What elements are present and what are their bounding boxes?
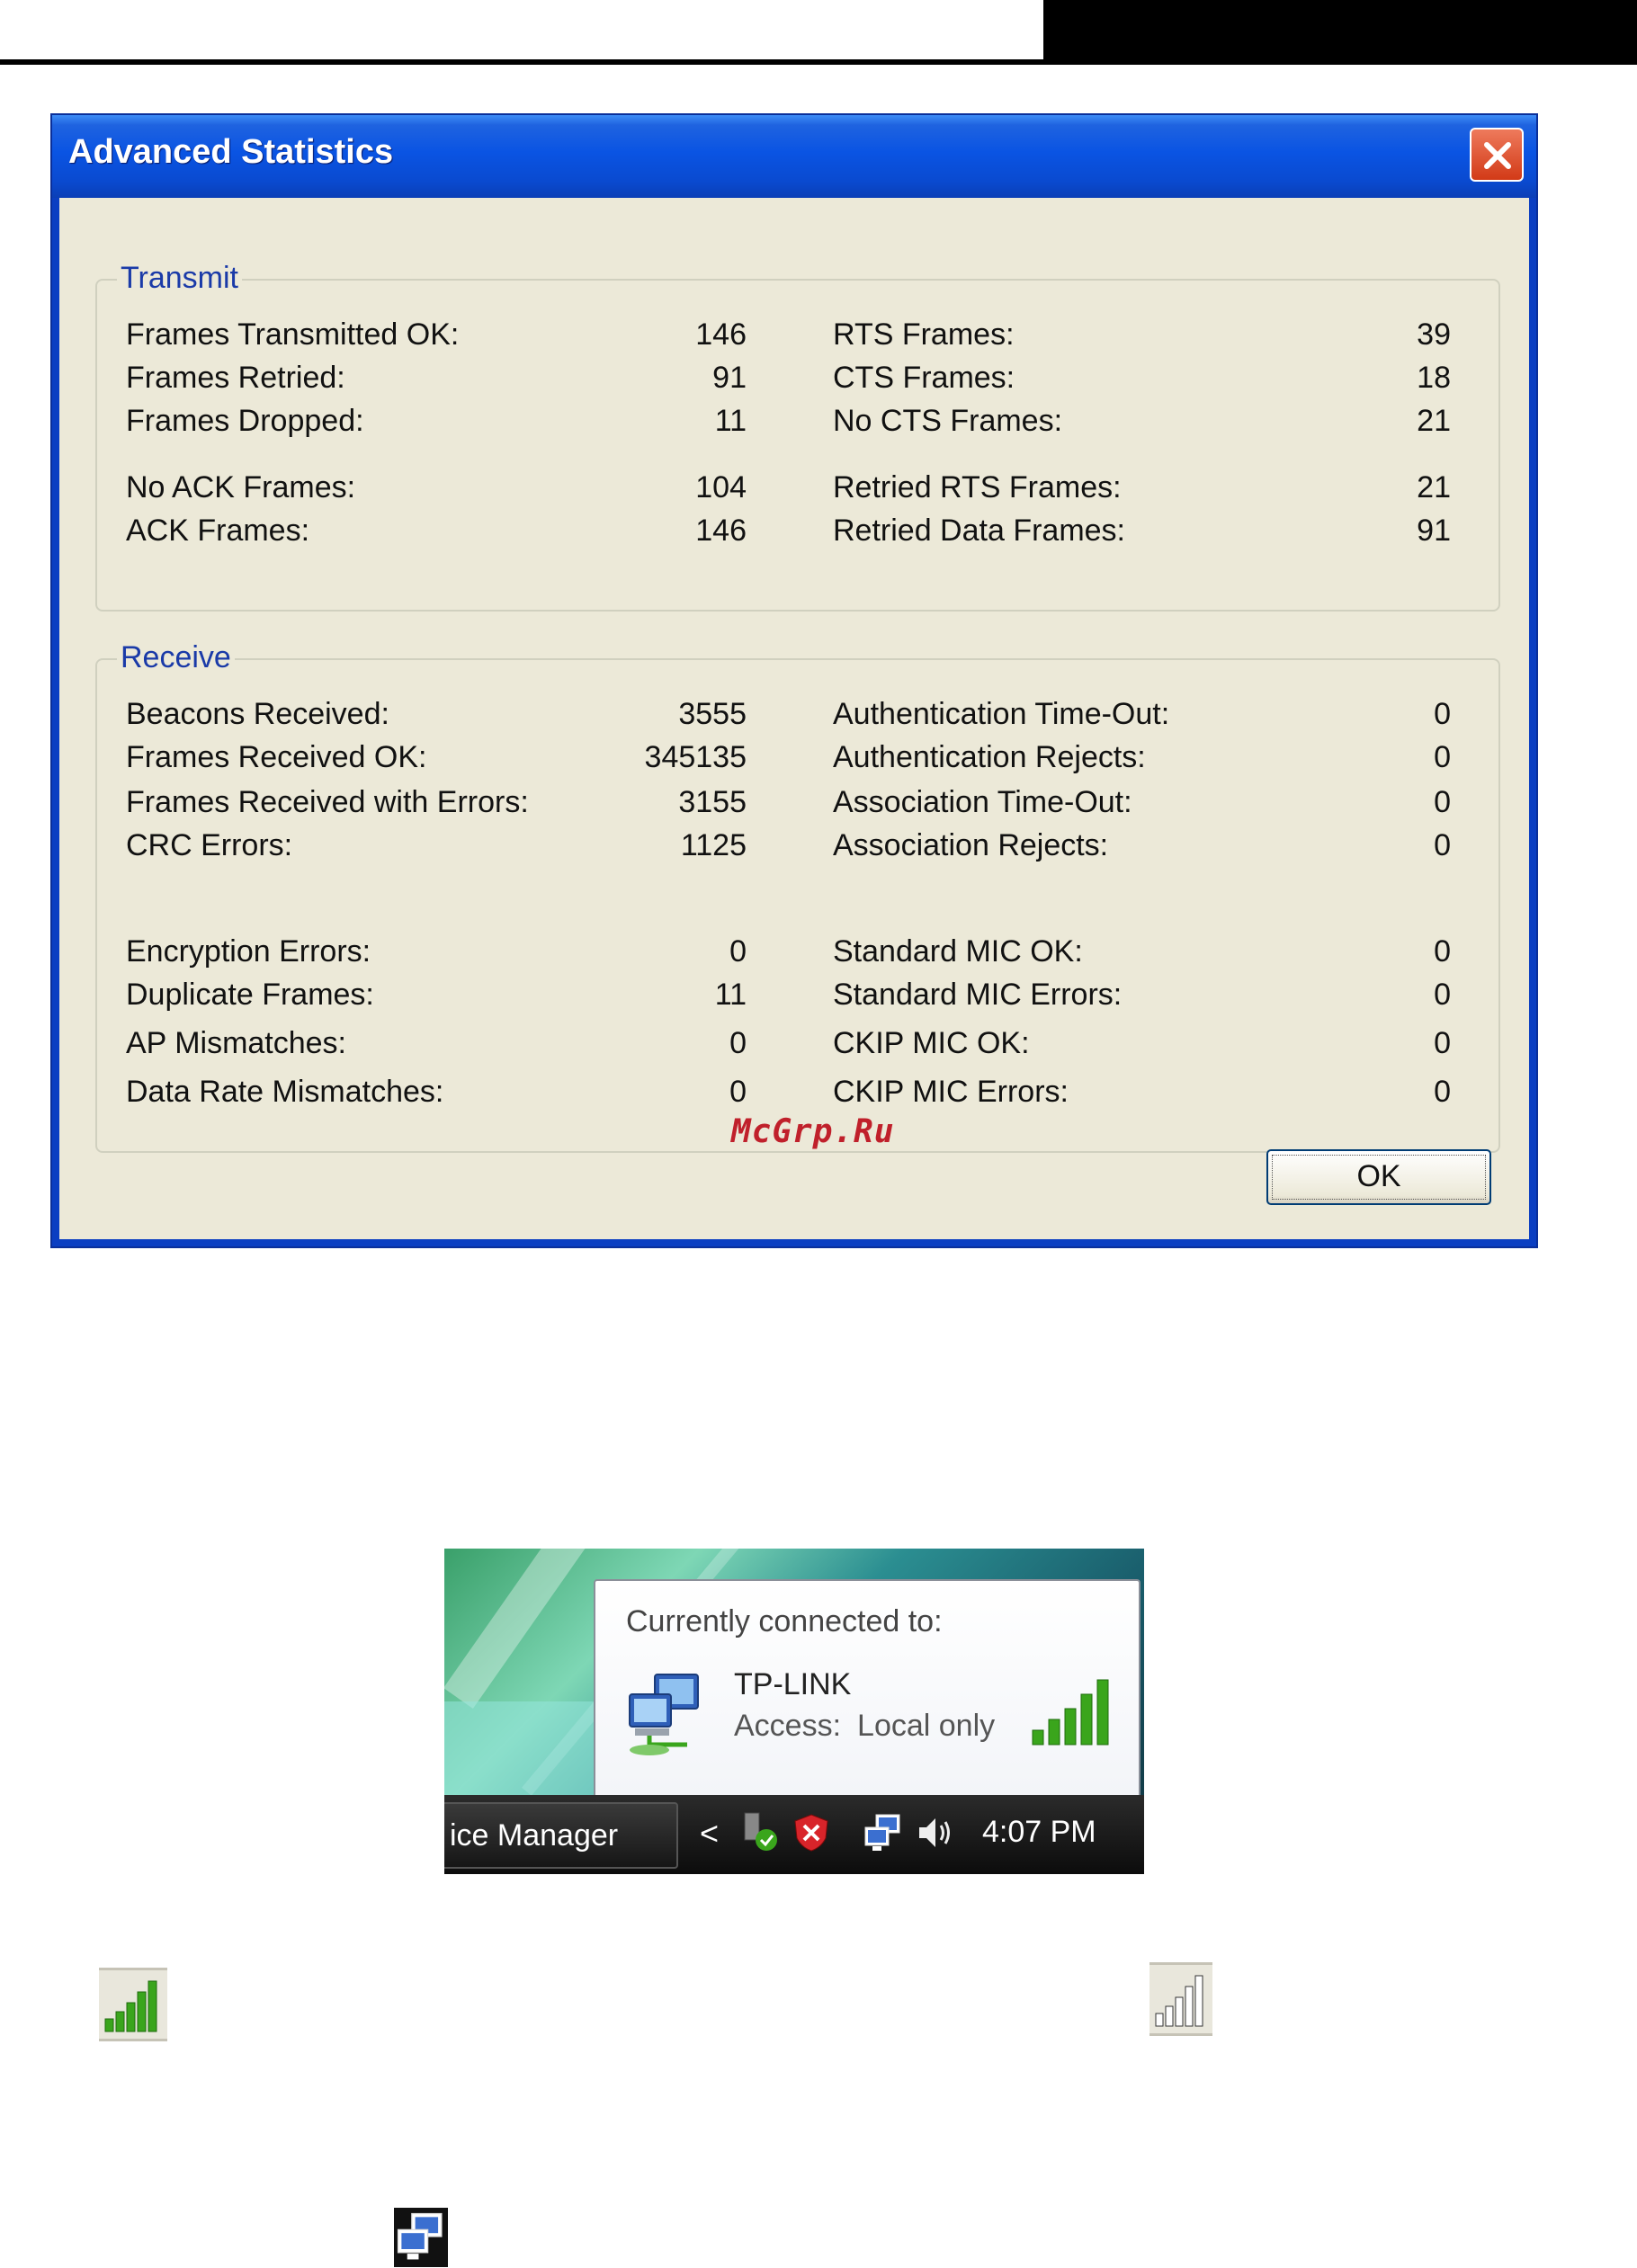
stat-label: Frames Received OK: bbox=[126, 740, 427, 774]
stat-value: 3555 bbox=[678, 697, 747, 731]
stat-label: No ACK Frames: bbox=[126, 470, 356, 504]
page-header-rule bbox=[0, 59, 1043, 65]
stat-value: 21 bbox=[1417, 404, 1451, 438]
close-icon bbox=[1482, 140, 1513, 171]
stat-value: 11 bbox=[714, 404, 747, 438]
stat-label: Standard MIC OK: bbox=[833, 934, 1083, 969]
stat-value: 91 bbox=[1417, 513, 1451, 548]
taskbar-clock[interactable]: 4:07 PM bbox=[982, 1815, 1096, 1849]
stat-value: 91 bbox=[712, 361, 747, 395]
receive-legend: Receive bbox=[117, 640, 235, 675]
stat-label: No CTS Frames: bbox=[833, 404, 1063, 438]
stat-value: 0 bbox=[1434, 785, 1451, 819]
stat-value: 146 bbox=[695, 317, 747, 352]
stat-label: ACK Frames: bbox=[126, 513, 310, 548]
advanced-statistics-dialog bbox=[50, 113, 1538, 1248]
stat-value: 0 bbox=[1434, 740, 1451, 774]
safely-remove-hardware-icon[interactable] bbox=[738, 1809, 783, 1859]
stat-value: 1125 bbox=[680, 828, 747, 862]
stat-value: 11 bbox=[714, 978, 747, 1012]
stat-label: CKIP MIC Errors: bbox=[833, 1075, 1069, 1109]
stat-value: 18 bbox=[1417, 361, 1451, 395]
stat-value: 0 bbox=[1434, 1075, 1451, 1109]
stat-value: 345135 bbox=[644, 740, 747, 774]
stat-label: Beacons Received: bbox=[126, 697, 389, 731]
transmit-legend: Transmit bbox=[117, 261, 242, 296]
security-alert-icon[interactable] bbox=[792, 1813, 831, 1857]
stat-value: 0 bbox=[1434, 978, 1451, 1012]
stat-value: 0 bbox=[1434, 828, 1451, 862]
taskbar bbox=[444, 1795, 1144, 1874]
stat-label: Frames Retried: bbox=[126, 361, 345, 395]
stat-label: Frames Transmitted OK: bbox=[126, 317, 460, 352]
close-button[interactable] bbox=[1470, 128, 1524, 182]
stat-value: 146 bbox=[695, 513, 747, 548]
stat-label: CTS Frames: bbox=[833, 361, 1015, 395]
stat-label: Data Rate Mismatches: bbox=[126, 1075, 444, 1109]
dialog-title: Advanced Statistics bbox=[68, 133, 394, 171]
wallpaper-streak bbox=[444, 1549, 607, 1709]
transmit-group bbox=[95, 261, 1500, 612]
stat-label: Authentication Rejects: bbox=[833, 740, 1146, 774]
dialog-client-area bbox=[59, 198, 1529, 1239]
stat-label: Authentication Time-Out: bbox=[833, 697, 1170, 731]
volume-icon[interactable] bbox=[916, 1815, 955, 1855]
stat-label: RTS Frames: bbox=[833, 317, 1015, 352]
taskbar-screenshot bbox=[444, 1549, 1144, 1874]
stat-value: 0 bbox=[729, 1075, 747, 1109]
network-computers-icon bbox=[622, 1669, 712, 1764]
network-name: TP-LINK bbox=[734, 1667, 852, 1701]
stat-value: 39 bbox=[1417, 317, 1451, 352]
stat-label: CKIP MIC OK: bbox=[833, 1026, 1030, 1060]
stat-label: Frames Dropped: bbox=[126, 404, 364, 438]
signal-strength-good-icon bbox=[99, 1968, 167, 2041]
connection-popup[interactable] bbox=[594, 1579, 1141, 1809]
stat-label: Retried Data Frames: bbox=[833, 513, 1125, 548]
stat-value: 21 bbox=[1417, 470, 1451, 504]
stat-value: 0 bbox=[1434, 697, 1451, 731]
popup-heading: Currently connected to: bbox=[626, 1604, 943, 1638]
title-bar[interactable] bbox=[52, 115, 1536, 198]
stat-label: CRC Errors: bbox=[126, 828, 293, 862]
show-hidden-icons-chevron[interactable]: < bbox=[700, 1815, 720, 1852]
signal-strength-icon bbox=[1031, 1674, 1117, 1751]
stat-value: 0 bbox=[1434, 934, 1451, 969]
stat-value: 3155 bbox=[678, 785, 747, 819]
stat-label: AP Mismatches: bbox=[126, 1026, 347, 1060]
stat-label: Duplicate Frames: bbox=[126, 978, 374, 1012]
stat-label: Association Rejects: bbox=[833, 828, 1109, 862]
stat-value: 0 bbox=[1434, 1026, 1451, 1060]
taskbar-button-device-manager[interactable]: ice Manager bbox=[444, 1802, 678, 1869]
network-connection-icon bbox=[394, 2208, 448, 2267]
watermark: McGrp.Ru bbox=[731, 1113, 895, 1150]
access-value: Local only bbox=[857, 1709, 996, 1743]
ok-button[interactable]: OK bbox=[1266, 1149, 1491, 1205]
stat-value: 0 bbox=[729, 1026, 747, 1060]
stat-value: 0 bbox=[729, 934, 747, 969]
stat-label: Standard MIC Errors: bbox=[833, 978, 1123, 1012]
access-status bbox=[734, 1709, 995, 1744]
stat-label: Retried RTS Frames: bbox=[833, 470, 1122, 504]
receive-group bbox=[95, 640, 1500, 1153]
stat-label: Frames Received with Errors: bbox=[126, 785, 529, 819]
page-header-block bbox=[1043, 0, 1637, 65]
stat-label: Association Time-Out: bbox=[833, 785, 1132, 819]
signal-strength-low-icon bbox=[1149, 1962, 1212, 2036]
network-tray-icon[interactable] bbox=[863, 1813, 903, 1857]
stat-value: 104 bbox=[695, 470, 747, 504]
stat-label: Encryption Errors: bbox=[126, 934, 371, 969]
access-label: Access: bbox=[734, 1709, 842, 1743]
